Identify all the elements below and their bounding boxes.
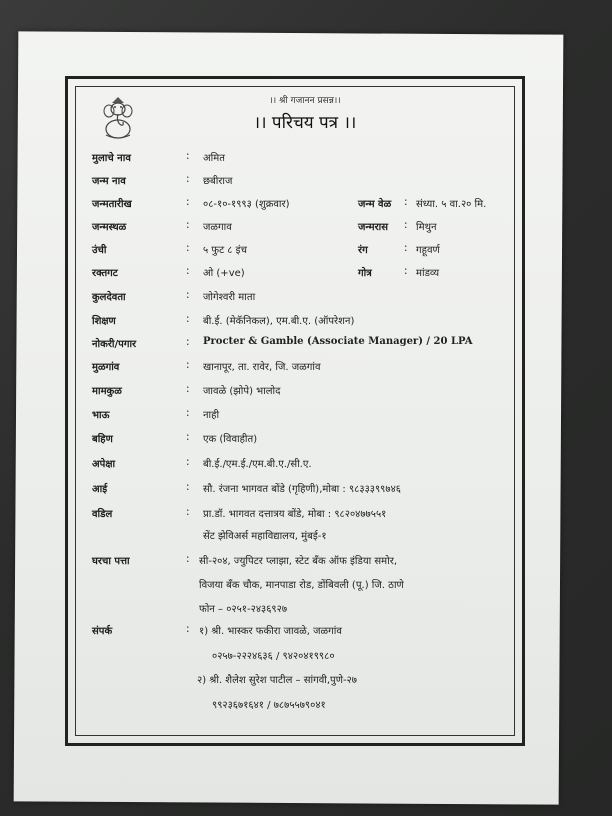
- field-colon: :: [186, 623, 190, 635]
- field-value: नाही: [203, 410, 220, 421]
- contact-line-4: ९९२३६७१६४१ / ७८७५५७९०४१: [212, 700, 326, 711]
- field-label: मुळगांव: [92, 362, 120, 373]
- father-label: वडिल: [92, 509, 113, 520]
- field-colon: :: [404, 219, 408, 231]
- field-colon: :: [186, 242, 190, 254]
- field-colon: :: [186, 219, 190, 231]
- contact-line-1: १) श्री. भास्कर फकीरा जावळे, जळगांव: [199, 626, 342, 637]
- field-colon: :: [186, 173, 190, 185]
- field-label-secondary: जन्म वेळ: [358, 199, 392, 210]
- field-colon: :: [186, 359, 190, 371]
- field-label: बहिण: [92, 434, 113, 445]
- field-colon: :: [186, 196, 190, 208]
- father-line-2: सेंट झेविअर्स महाविद्यालय, मुंबई-१: [203, 531, 327, 542]
- field-value: अमित: [203, 153, 225, 164]
- contact-label: संपर्क: [92, 626, 113, 637]
- ganesh-icon: [98, 95, 138, 141]
- field-value: बी.ई. (मेकॅनिकल), एम.बी.ए. (ऑपरेशन): [203, 316, 355, 327]
- field-label: रक्तगट: [92, 268, 118, 279]
- field-value: खानापूर, ता. रावेर, जि. जळगांव: [203, 362, 321, 373]
- field-value: ५ फुट ८ इंच: [203, 245, 247, 256]
- address-line-3: फोन – ०२५१-२४३६९२७: [199, 604, 288, 615]
- field-value: छबीराज: [203, 176, 233, 187]
- address-label: घरचा पत्ता: [92, 556, 130, 567]
- field-value: जोगेश्वरी माता: [203, 292, 256, 303]
- field-colon: :: [186, 336, 190, 348]
- field-colon: :: [186, 431, 190, 443]
- field-label: नोकरी/पगार: [92, 339, 137, 350]
- field-colon: :: [186, 506, 190, 518]
- field-colon: :: [186, 407, 190, 419]
- field-value: ओ (+ve): [203, 268, 245, 279]
- field-colon: :: [186, 481, 190, 493]
- field-label: आई: [92, 484, 108, 495]
- father-line-1: प्रा.डॉ. भागवत दत्तात्रय बोंडे, मोबा : ९८२०४७७५५१: [203, 509, 387, 520]
- border-frame: [65, 76, 525, 746]
- field-value: जावळे (झोपे) भालोद: [203, 386, 281, 397]
- inner-border: [75, 86, 515, 736]
- field-label: जन्म नाव: [92, 176, 126, 187]
- field-value: बी.ई./एम.ई./एम.बी.ए./सी.ए.: [203, 459, 312, 470]
- address-line-1: सी-२०४, ज्युपिटर प्लाझा, स्टेट बँक ऑफ इंडिया समोर,: [199, 556, 398, 567]
- field-label: अपेक्षा: [92, 459, 116, 470]
- field-label: कुलदेवता: [92, 292, 126, 303]
- field-label: मामकुळ: [92, 386, 122, 397]
- field-colon: :: [186, 383, 190, 395]
- field-value-secondary: मांडव्य: [416, 268, 440, 279]
- field-value-secondary: मिथुन: [416, 222, 437, 233]
- field-colon: :: [404, 196, 408, 208]
- field-colon: :: [186, 456, 190, 468]
- field-value: ०८-१०-१९९३ (शुक्रवार): [203, 199, 290, 210]
- address-line-2: विजया बँक चौक, मानपाडा रोड, डोंबिवली (पू.) जि. ठाणे: [199, 580, 404, 591]
- page-title: ।। परिचय पत्र ।।: [253, 113, 357, 133]
- field-value-secondary: गहूवर्ण: [416, 245, 440, 256]
- field-colon: :: [186, 553, 190, 565]
- field-value: जळगाव: [203, 222, 232, 233]
- field-colon: :: [186, 265, 190, 277]
- field-colon: :: [186, 313, 190, 325]
- field-label-secondary: रंग: [358, 245, 368, 256]
- field-label-secondary: गोत्र: [358, 268, 372, 279]
- field-label: जन्मतारीख: [92, 199, 132, 210]
- field-colon: :: [186, 289, 190, 301]
- field-value: Procter & Gamble (Associate Manager) / 20 LPA: [203, 336, 473, 347]
- contact-line-3: २) श्री. शैलेश सुरेश पाटील – सांगवी,पुणे-२७: [197, 675, 357, 686]
- field-label: मुलाचे नाव: [92, 153, 131, 164]
- field-colon: :: [404, 265, 408, 277]
- field-label: उंची: [92, 245, 107, 256]
- blessing-text: ।। श्री गजानन प्रसन्न।।: [269, 96, 341, 106]
- field-colon: :: [186, 150, 190, 162]
- field-value: एक (विवाहीत): [203, 434, 258, 445]
- field-label: जन्मस्थळ: [92, 222, 127, 233]
- field-colon: :: [404, 242, 408, 254]
- field-label: भाऊ: [92, 410, 110, 421]
- contact-line-2: ०२५७-२२२४६३६ / ९४२०४१९९८०: [212, 651, 335, 662]
- field-label: शिक्षण: [92, 316, 116, 327]
- field-value: सौ. रंजना भागवत बोंडे (गृहिणी),मोबा : ९८३३३९९७४६: [203, 484, 401, 495]
- field-value-secondary: संध्या. ५ वा.२० मि.: [416, 199, 487, 210]
- field-label-secondary: जन्मरास: [358, 222, 389, 233]
